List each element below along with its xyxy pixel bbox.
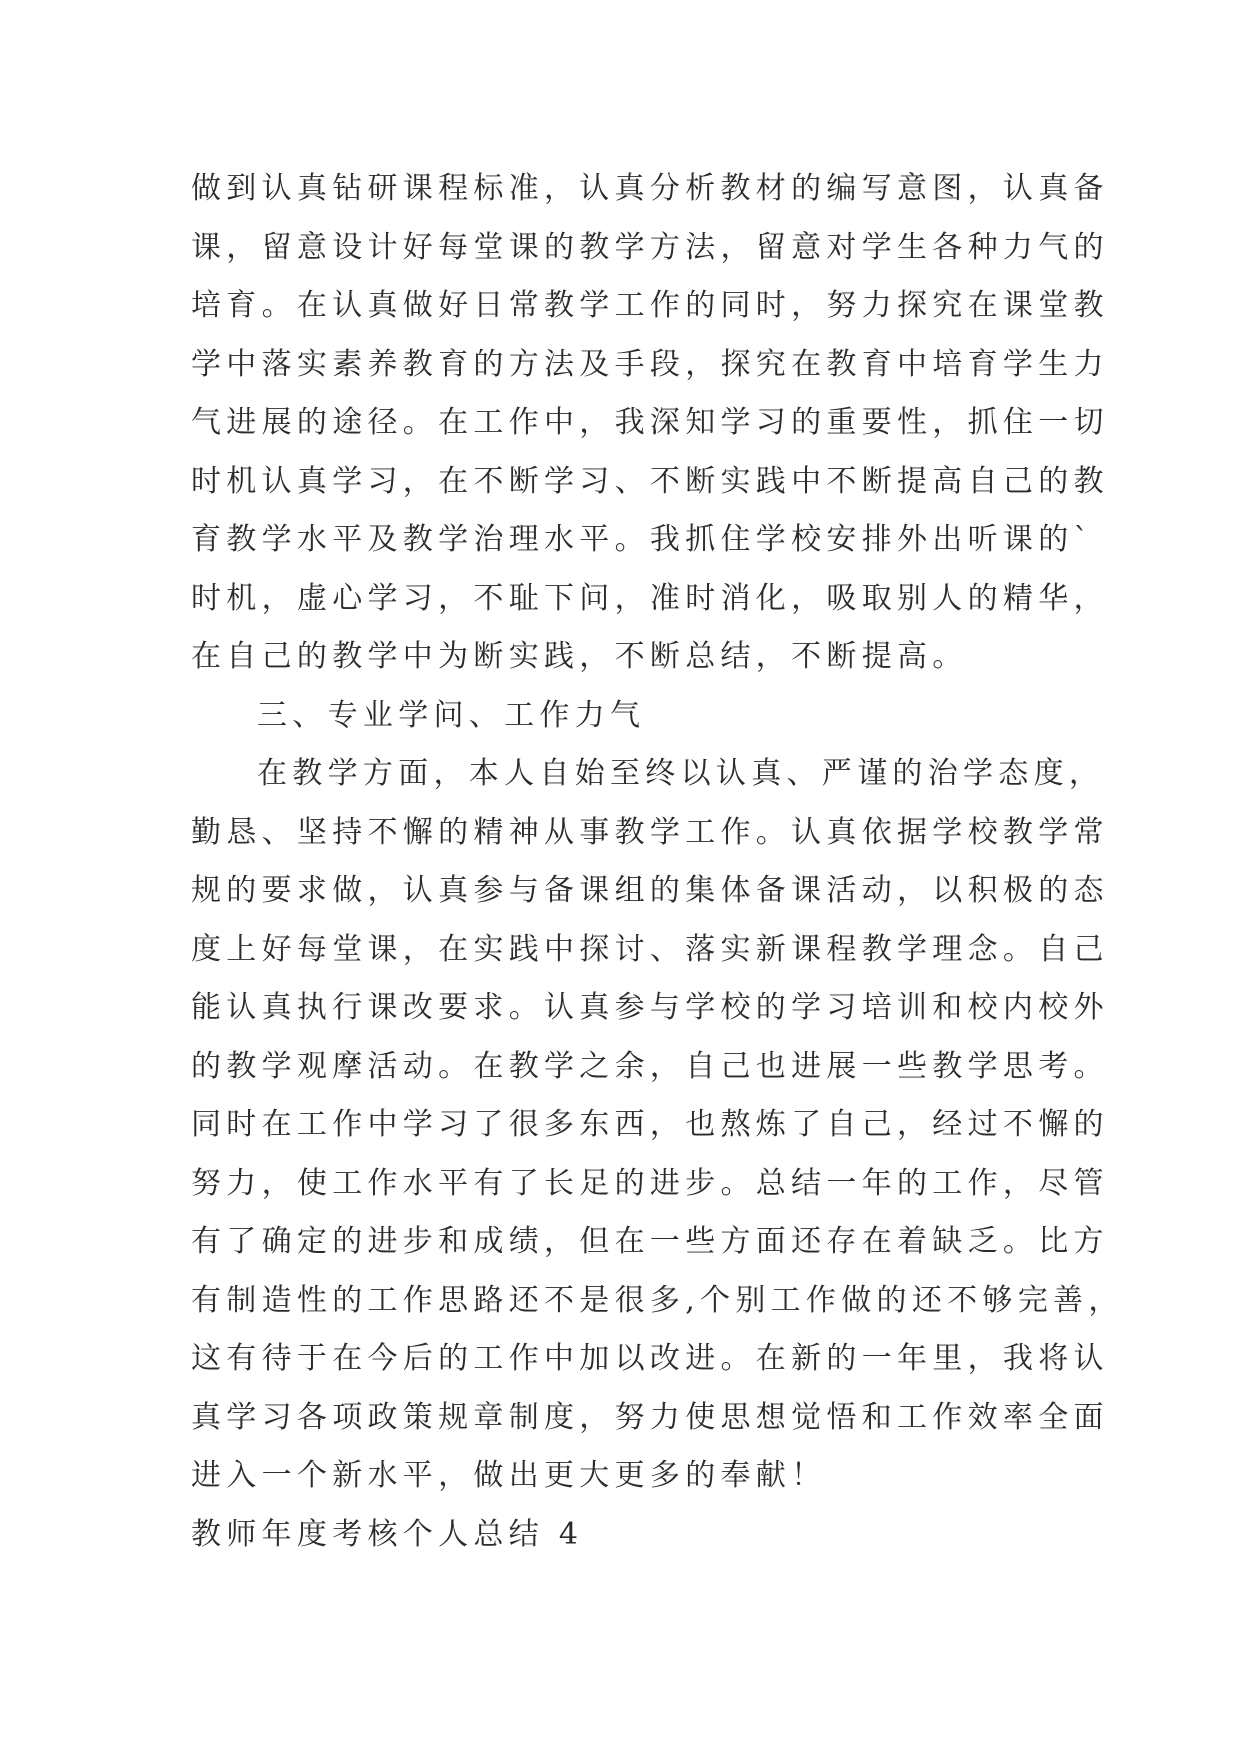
document-body (191, 160, 1124, 1564)
article-title: 教师年度考核个人总结 4 (191, 1516, 584, 1552)
text-line: 能认真执行课改要求。认真参与学校的学习培训和校内校外 (191, 990, 1109, 1025)
text-line: 课，留意设计好每堂课的教学方法，留意对学生各种力气的 (191, 229, 1109, 265)
text-line: 勤恳、坚持不懈的精神从事教学工作。认真依据学校教学常 (191, 814, 1109, 850)
text-line: 培育。在认真做好日常教学工作的同时，努力探究在课堂教 (191, 288, 1109, 323)
section-heading: 三、专业学问、工作力气 (257, 697, 646, 733)
text-line: 学中落实素养教育的方法及手段，探究在教育中培育学生力 (191, 346, 1109, 382)
text-line: 做到认真钻研课程标准，认真分析教材的编写意图，认真备 (191, 171, 1109, 206)
text-line: 有了确定的进步和成绩，但在一些方面还存在着缺乏。比方 (191, 1224, 1109, 1259)
text-line: 努力，使工作水平有了长足的进步。总结一年的工作，尽管 (191, 1165, 1109, 1201)
text-line: 的教学观摩活动。在教学之余，自己也进展一些教学思考。 (191, 1048, 1109, 1084)
text-line: 育教学水平及教学治理水平。我抓住学校安排外出听课的` (191, 522, 1094, 557)
paragraph-first-line: 在教学方面，本人自始至终以认真、严谨的治学态度， (257, 756, 1105, 791)
text-line: 同时在工作中学习了很多东西，也熬炼了自己，经过不懈的 (191, 1107, 1109, 1142)
text-line: 时机，虚心学习，不耻下问，准时消化，吸取别人的精华， (191, 580, 1109, 616)
text-line: 时机认真学习，在不断学习、不断实践中不断提高自己的教 (191, 463, 1109, 499)
text-line: 气进展的途径。在工作中，我深知学习的重要性，抓住一切 (191, 405, 1109, 440)
text-line: 进入一个新水平，做出更大更多的奉献！ (191, 1458, 827, 1493)
text-line: 有制造性的工作思路还不是很多,个别工作做的还不够完善， (191, 1282, 1124, 1318)
text-line: 在自己的教学中为断实践，不断总结，不断提高。 (191, 639, 968, 674)
text-line: 真学习各项政策规章制度，努力使思想觉悟和工作效率全面 (191, 1399, 1109, 1435)
text-line: 度上好每堂课，在实践中探讨、落实新课程教学理念。自己 (191, 931, 1109, 967)
text-line: 这有待于在今后的工作中加以改进。在新的一年里，我将认 (191, 1341, 1109, 1376)
text-line: 规的要求做，认真参与备课组的集体备课活动，以积极的态 (191, 873, 1109, 908)
